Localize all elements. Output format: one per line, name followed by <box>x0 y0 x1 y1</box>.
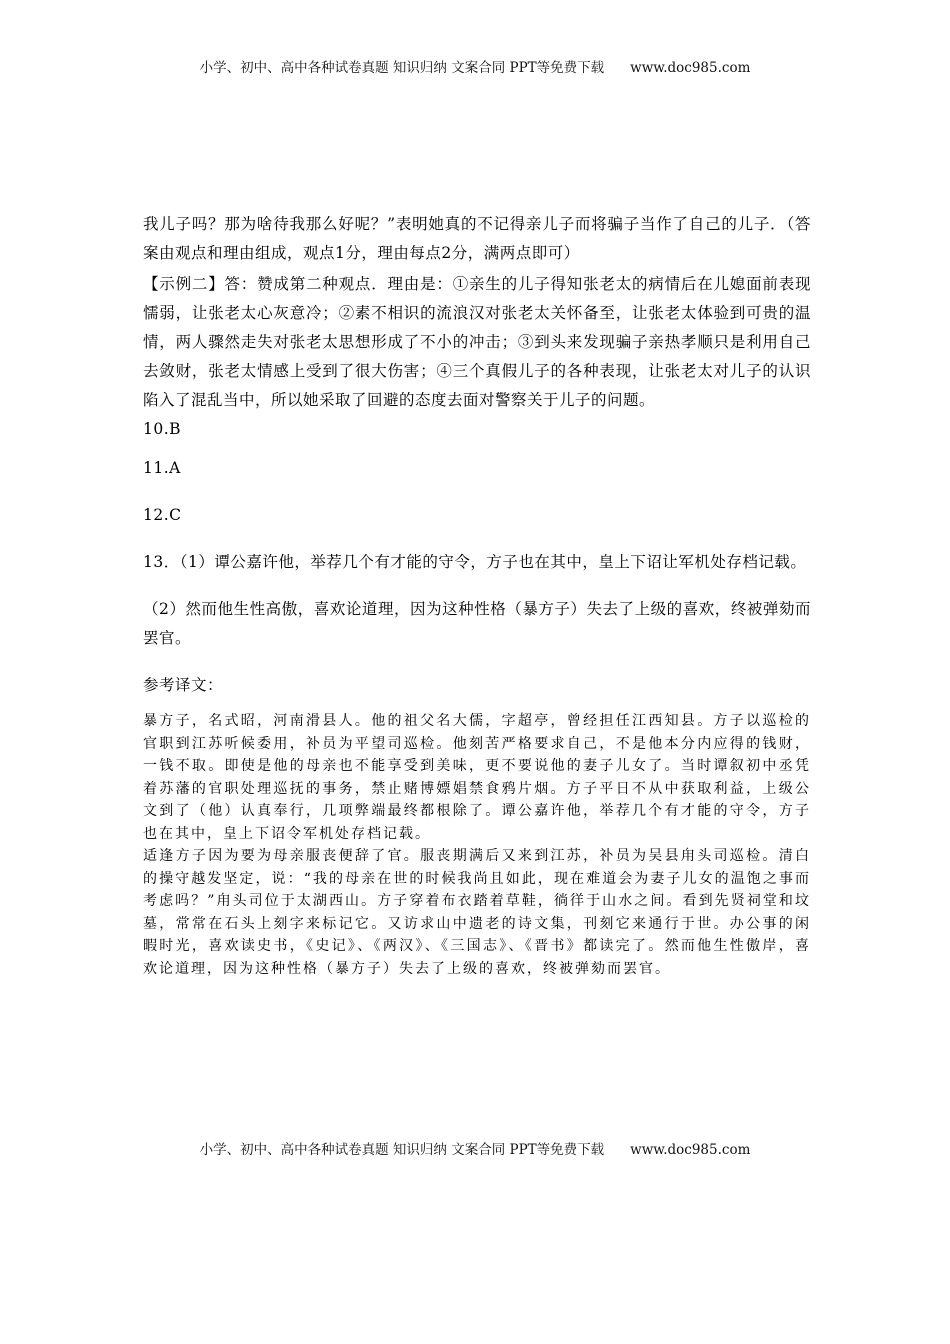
answer-12: 12.C <box>143 506 182 524</box>
footer-promo-text: 小学、初中、高中各种试卷真题 知识归纳 文案合同 PPT等免费下载 <box>199 1142 605 1158</box>
paragraph-example-two: 【示例二】答：赞成第二种观点．理由是：①亲生的儿子得知张老太的病情后在儿媳面前表现懦弱，让张老太心灰意冷；②素不相识的流浪汉对张老太关怀备至，让张老太体验到可贵的温情，两人骤然走失对张老太思想形成了不小的冲击；③到头来发现骗子亲热孝顺只是利用自己去敛财，张老太情感上受到了很大伤害；④三个真假儿子的各种表现，让张老太对儿子的认识陷入了混乱当中，所以她采取了回避的态度去面对警察关于儿子的问题。 <box>143 275 811 409</box>
document-body <box>143 210 811 980</box>
answer-13-part-1: 13．（1）谭公嘉许他，举荐几个有才能的守令，方子也在其中，皇上下诏让军机处存档记载。 <box>143 553 807 571</box>
answer-10: 10.B <box>143 420 182 438</box>
header-promo-text: 小学、初中、高中各种试卷真题 知识归纳 文案合同 PPT等免费下载 <box>199 60 605 76</box>
page-footer <box>0 1138 950 1158</box>
reference-translation-label: 参考译文： <box>143 676 224 694</box>
footer-site-link[interactable]: www.doc985.com <box>630 1142 751 1158</box>
page-header <box>0 56 950 76</box>
translation-paragraph-2: 适逢方子因为要为母亲服丧便辞了官。服丧期满后又来到江苏，补员为吴县甪头司巡检。清白的操守越发坚定，说：“我的母亲在世的时候我尚且如此，现在难道会为妻子儿女的温饱之事而考虑吗？”甪头司位于太湖西山。方子穿着布衣踏着草鞋，徜徉于山水之间。看到先贤祠堂和坟墓，常常在石头上刻字来标记它。又访求山中遗老的诗文集，刊刻它来通行于世。办公事的闲暇时光，喜欢读史书，《史记》、《两汉》、《三国志》、《晋书》都读完了。然而他生性傲岸，喜欢论道理，因为这种性格（暴方子）失去了上级的喜欢，终被弹劾而罢官。 <box>143 848 811 977</box>
translation-paragraph-1: 暴方子，名式昭，河南滑县人。他的祖父名大儒，字超亭，曾经担任江西知县。方子以巡检的官职到江苏听候委用，补员为平望司巡检。他刻苦严格要求自己，不是他本分内应得的钱财，一钱不取。即使是他的母亲也不能享受到美味，更不要说他的妻子儿女了。当时谭叙初中丞凭着苏藩的官职处理巡抚的事务，禁止赌博嫖娼禁食鸦片烟。方子平日不从中获取利益，上级公文到了（他）认真奉行，几项弊端最终都根除了。谭公嘉许他，举荐几个有才能的守令，方子也在其中，皇上下诏令军机处存档记载。 <box>143 713 811 842</box>
header-site-link[interactable]: www.doc985.com <box>630 60 751 76</box>
paragraph-quote-analysis: 我儿子吗？那为啥待我那么好呢？”表明她真的不记得亲儿子而将骗子当作了自己的儿子．（答案由观点和理由组成，观点1分，理由每点2分，满两点即可） <box>143 215 811 262</box>
answer-13-part-2: （2）然而他生性高傲，喜欢论道理，因为这种性格（暴方子）失去了上级的喜欢，终被弹劾而罢官。 <box>143 600 811 647</box>
answer-11: 11.A <box>143 459 181 477</box>
